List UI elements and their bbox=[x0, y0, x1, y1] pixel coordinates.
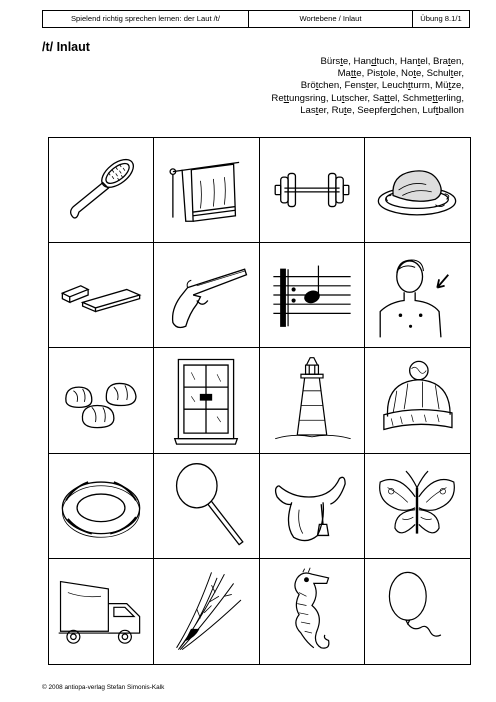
picture-tile bbox=[154, 454, 259, 559]
window-icon bbox=[160, 354, 252, 446]
target-sound: t bbox=[417, 56, 421, 67]
word-text: e, Han bbox=[342, 56, 372, 67]
truck-icon bbox=[55, 565, 147, 657]
target-sound: t bbox=[340, 56, 343, 67]
word-text: chen, Luf bbox=[396, 104, 436, 116]
target-sound: t bbox=[448, 80, 452, 92]
word-list-line bbox=[164, 56, 464, 68]
word-text: tuch, Han bbox=[376, 56, 418, 67]
word-list-line bbox=[164, 80, 464, 92]
header-subject: Spielend richtig sprechen lernen: der Laut /t/ bbox=[43, 11, 249, 27]
target-sound: tt bbox=[432, 92, 438, 104]
picture-tile bbox=[49, 243, 154, 348]
saddle-icon bbox=[266, 460, 358, 552]
word-list-line bbox=[164, 105, 464, 117]
worksheet-header bbox=[42, 10, 470, 28]
word-text: Bürs bbox=[320, 56, 341, 67]
picture-tile bbox=[154, 243, 259, 348]
shoulder-icon bbox=[371, 249, 463, 341]
word-text: er, Ru bbox=[318, 104, 344, 116]
dumbbell-icon bbox=[266, 144, 358, 236]
picture-tile bbox=[260, 348, 365, 453]
target-sound: d bbox=[371, 56, 377, 67]
towel-icon bbox=[160, 144, 252, 236]
copyright-footer: © 2008 antiopa-verlag Stefan Simonis-Kalk bbox=[42, 684, 165, 691]
header-level: Wortebene / Inlaut bbox=[249, 11, 413, 27]
target-sound: tt bbox=[283, 92, 290, 104]
picture-grid bbox=[48, 137, 471, 665]
picture-tile bbox=[365, 138, 470, 243]
mat-icon bbox=[55, 249, 147, 341]
word-text: er, bbox=[453, 68, 464, 80]
page-title: /t/ Inlaut bbox=[42, 40, 90, 54]
word-text: ole, No bbox=[382, 68, 414, 80]
wool-hat-icon bbox=[371, 354, 463, 446]
target-sound: tt bbox=[384, 92, 390, 104]
lollipop-icon bbox=[160, 460, 252, 552]
word-list-line bbox=[164, 93, 464, 105]
word-text: e, Seepfer bbox=[346, 104, 391, 116]
word-text: erling, bbox=[437, 92, 464, 104]
target-sound: t bbox=[365, 80, 369, 92]
picture-tile bbox=[365, 454, 470, 559]
picture-tile bbox=[49, 454, 154, 559]
word-text: el, Bra bbox=[420, 56, 448, 67]
picture-tile bbox=[260, 454, 365, 559]
hairbrush-icon bbox=[55, 144, 147, 236]
target-sound: t bbox=[447, 56, 451, 67]
butterfly-icon bbox=[371, 460, 463, 552]
target-sound: t bbox=[435, 104, 439, 116]
word-text: er, Leuch bbox=[368, 80, 408, 92]
picture-tile bbox=[49, 559, 154, 664]
twig-bundle-icon bbox=[160, 565, 252, 657]
word-list bbox=[164, 56, 464, 117]
header-exercise: Übung 8.1/1 bbox=[420, 14, 462, 23]
word-text: Las bbox=[300, 104, 316, 116]
picture-tile bbox=[260, 243, 365, 348]
word-text: Brö bbox=[300, 80, 316, 92]
picture-tile bbox=[260, 559, 365, 664]
roast-icon bbox=[371, 144, 463, 236]
word-text: Ma bbox=[337, 68, 351, 80]
target-sound: t bbox=[315, 80, 319, 92]
word-text: ze, bbox=[451, 80, 464, 92]
word-text: ballon bbox=[438, 104, 464, 116]
lighthouse-icon bbox=[266, 354, 358, 446]
picture-tile bbox=[365, 348, 470, 453]
seahorse-icon bbox=[266, 565, 358, 657]
music-note-icon bbox=[266, 249, 358, 341]
word-text: e, Schul bbox=[415, 68, 451, 80]
word-text: e, Pis bbox=[356, 68, 381, 80]
lifebuoy-icon bbox=[55, 460, 147, 552]
word-text: scher, Sa bbox=[344, 92, 385, 104]
picture-tile bbox=[365, 559, 470, 664]
target-sound: d bbox=[390, 104, 397, 116]
picture-tile bbox=[154, 559, 259, 664]
target-sound: t bbox=[380, 68, 383, 80]
picture-tile bbox=[260, 138, 365, 243]
word-text: el, Schme bbox=[389, 92, 433, 104]
picture-tile bbox=[154, 138, 259, 243]
picture-tile bbox=[49, 138, 154, 243]
word-text: turm, Mü bbox=[410, 80, 449, 92]
target-sound: t bbox=[407, 80, 411, 92]
word-text: chen, Fens bbox=[318, 80, 366, 92]
word-list-line bbox=[164, 68, 464, 80]
word-text: Re bbox=[271, 92, 284, 104]
target-sound: t bbox=[343, 104, 347, 116]
target-sound: t bbox=[341, 92, 345, 104]
target-sound: t bbox=[413, 68, 416, 80]
picture-tile bbox=[365, 243, 470, 348]
balloon-icon bbox=[371, 565, 463, 657]
bread-rolls-icon bbox=[55, 354, 147, 446]
picture-tile bbox=[154, 348, 259, 453]
picture-tile bbox=[49, 348, 154, 453]
target-sound: t bbox=[450, 68, 454, 80]
target-sound: tt bbox=[350, 68, 357, 80]
pistol-icon bbox=[160, 249, 252, 341]
word-text: ungsring, Lu bbox=[289, 92, 342, 104]
word-text: en, bbox=[450, 56, 464, 67]
target-sound: t bbox=[315, 104, 319, 116]
